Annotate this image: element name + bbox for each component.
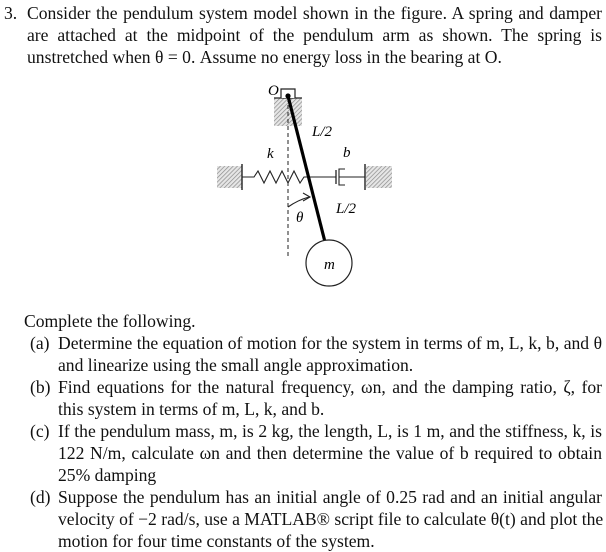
pivot-point [285,93,290,98]
lower-length-label: L/2 [336,201,357,217]
problem-number: 3. [4,3,18,23]
part-d-line-1 [58,486,602,508]
pendulum-rod [288,96,325,242]
part-c-line-2 [58,442,602,464]
angle-label: θ [296,210,304,226]
part-d-text: Suppose the pendulum has an initial angle of 0.25 rad and an initial angular [58,487,602,507]
damper-label: b [343,145,351,161]
left-wall [217,164,242,190]
part-a-label: (a) [30,333,50,353]
part-c-label: (c) [30,421,50,441]
upper-length-label: L/2 [312,124,333,140]
part-d-text: velocity of −2 rad/s, use a MATLAB® script file to calculate θ(t) and plot the [58,509,604,529]
part-b-line-1 [58,376,602,398]
spring-label: k [267,146,274,162]
intro-text: are attached at the midpoint of the pendulum arm as shown. The spring is [27,25,602,45]
instructions: Complete the following. [24,311,196,331]
pivot-label: O [268,83,279,99]
part-c-line-1 [58,420,602,442]
part-d-line-2 [58,508,602,530]
part-d-text: motion for four time constants of the system. [58,531,375,551]
part-c-line-3 [58,464,156,486]
intro-text: unstretched when θ = 0. Assume no energy loss in the bearing at O. [27,47,502,67]
part-b-text: this system in terms of m, L, k, and b. [58,399,325,419]
spring [242,171,308,183]
part-c-text: 25% damping [58,465,157,485]
part-d-label: (d) [30,487,51,507]
part-b-label: (b) [30,377,51,397]
part-b-line-2 [58,398,324,420]
part-a-line-1 [58,332,602,354]
part-a-line-2 [58,354,413,376]
part-b-text: Find equations for the natural frequency, ωn, and the damping ratio, ζ, for [58,377,602,397]
part-c-text: 122 N/m, calculate ωn and then determine the value of b required to obtain [58,443,602,463]
angle-arrow [288,193,310,207]
right-wall [365,164,392,190]
part-a-text: Determine the equation of motion for the system in terms of m, L, k, b, and θ [58,333,602,353]
mass-label: m [324,257,335,273]
part-c-text: If the pendulum mass, m, is 2 kg, the length, L, is 1 m, and the stiffness, k, is [58,421,602,441]
part-a-text: and linearize using the small angle approximation. [58,355,414,375]
damper [308,169,365,185]
intro-text: Consider the pendulum system model shown in the figure. A spring and damper [27,3,602,23]
part-d-line-3 [58,530,375,552]
